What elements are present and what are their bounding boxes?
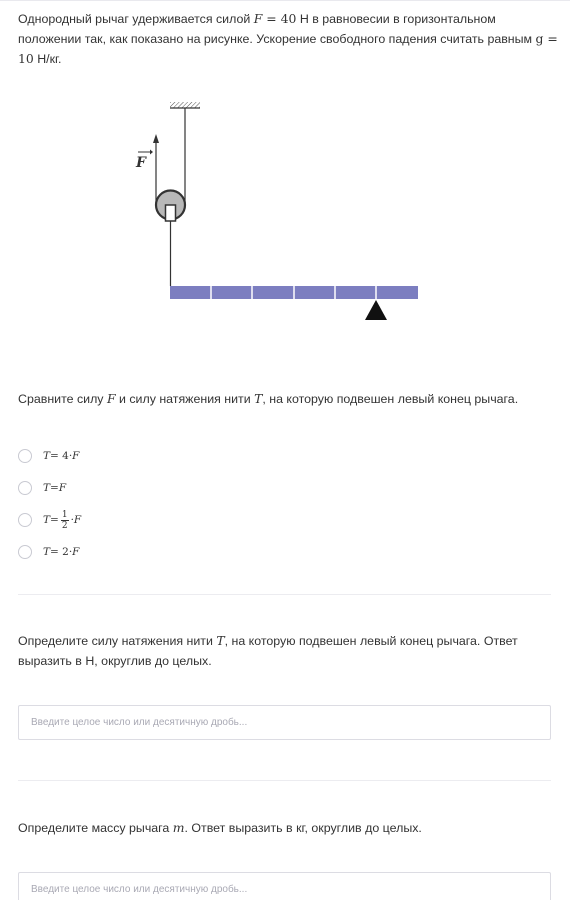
option-label <box>43 546 79 558</box>
option-dot: · <box>70 514 74 526</box>
force-value: = 40 <box>262 11 297 26</box>
gravity-symbol: g <box>535 31 544 46</box>
option-eq: = 4· <box>50 450 73 462</box>
fraction <box>61 510 69 531</box>
option-t-4f[interactable] <box>18 440 318 472</box>
ceiling-support <box>170 102 200 108</box>
option-eq: = 2· <box>50 546 73 558</box>
option-rhs: F <box>72 450 80 462</box>
option-lhs: T <box>43 546 51 558</box>
option-label <box>43 510 81 531</box>
problem-period: . <box>58 52 62 66</box>
q2-text-1: Определите силу натяжения нити <box>18 634 217 648</box>
q1-text-1: Сравните силу <box>18 392 107 406</box>
question-compare <box>18 389 558 409</box>
pulley-axle-holder <box>166 205 176 221</box>
option-rhs: F <box>58 482 67 494</box>
q2-unit: Н <box>85 654 95 668</box>
force-label: F <box>136 155 146 171</box>
answer-options <box>18 440 318 568</box>
question-tension <box>18 631 558 671</box>
option-t-2f[interactable] <box>18 536 318 568</box>
fulcrum-triangle <box>365 300 387 320</box>
option-label <box>43 482 66 494</box>
fraction-numerator: 1 <box>61 509 68 520</box>
radio-button[interactable] <box>18 449 32 463</box>
lever-figure <box>0 90 570 330</box>
force-arrowhead <box>153 134 159 143</box>
q2-tension-symbol: T <box>216 633 225 648</box>
q3-text-1: Определите массу рычага <box>18 821 173 835</box>
gravity-value: = 10 <box>18 31 558 66</box>
fraction-denominator: 2 <box>61 520 68 531</box>
q2-text-3: , округлив до целых. <box>94 654 212 668</box>
q1-text-3: , на которую подвешен левый конец рычага. <box>262 392 519 406</box>
vector-bar-tip <box>150 150 153 155</box>
option-t-half-f[interactable] <box>18 504 318 536</box>
gravity-unit: Н/кг <box>33 52 59 66</box>
force-unit: Н <box>296 12 309 26</box>
q1-tension-symbol: T <box>254 391 263 406</box>
q3-mass-symbol: m <box>172 820 185 835</box>
q3-text-2: . Ответ выразить в <box>184 821 297 835</box>
problem-text-2: в равновесии в горизонтальном положении так, как показано на рисунке. Ускорение свободного падения считать равным <box>18 12 536 46</box>
q1-force-symbol: F <box>106 391 116 406</box>
option-eq: = <box>50 514 59 526</box>
q3-unit: кг <box>296 821 305 835</box>
option-rhs: F <box>73 514 82 526</box>
option-t-f[interactable] <box>18 472 318 504</box>
problem-text-1: Однородный рычаг удерживается силой <box>18 12 254 26</box>
lever-bar <box>170 286 418 299</box>
section-divider <box>18 594 551 595</box>
question-mass <box>18 818 558 838</box>
option-lhs: T <box>43 450 51 462</box>
q3-text-3: , округлив до целых. <box>304 821 422 835</box>
radio-button[interactable] <box>18 513 32 527</box>
q1-text-2: и силу натяжения нити <box>115 392 255 406</box>
force-symbol: F <box>253 11 263 26</box>
tension-answer-input[interactable] <box>18 705 551 740</box>
radio-button[interactable] <box>18 481 32 495</box>
option-label <box>43 450 79 462</box>
option-lhs: T <box>43 514 51 526</box>
radio-button[interactable] <box>18 545 32 559</box>
option-rhs: F <box>72 546 80 558</box>
top-divider <box>0 0 570 1</box>
problem-statement <box>18 9 558 69</box>
section-divider <box>18 780 551 781</box>
option-eq: = <box>50 482 59 494</box>
q2-text-2: , на которую подвешен левый конец рычага. Ответ выразить в <box>18 634 518 668</box>
option-lhs: T <box>43 482 51 494</box>
mass-answer-input[interactable] <box>18 872 551 900</box>
lever-diagram <box>0 90 570 330</box>
